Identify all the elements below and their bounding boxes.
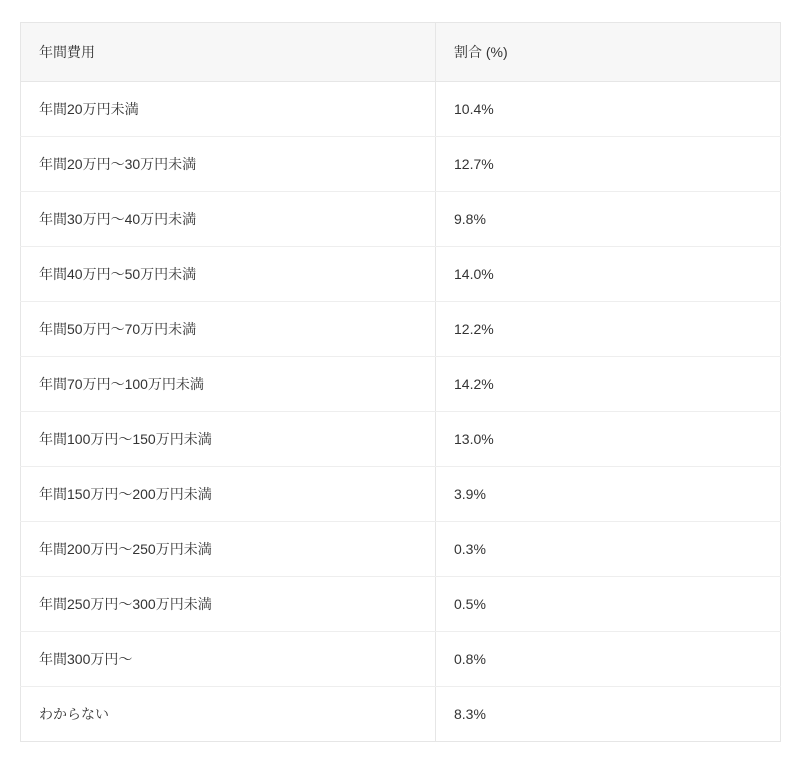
column-header-cost: 年間費用 [21, 23, 436, 82]
cell-percentage-value: 8.3% [436, 687, 781, 742]
cell-cost-label: 年間200万円〜250万円未満 [21, 522, 436, 577]
cell-cost-label: 年間100万円〜150万円未満 [21, 412, 436, 467]
cell-cost-label: 年間250万円〜300万円未満 [21, 577, 436, 632]
table-header [21, 23, 781, 82]
cell-cost-label: 年間300万円〜 [21, 632, 436, 687]
table-row [21, 357, 781, 412]
cell-cost-label: 年間20万円未満 [21, 82, 436, 137]
cell-percentage-value: 0.5% [436, 577, 781, 632]
cell-cost-label: 年間20万円〜30万円未満 [21, 137, 436, 192]
cell-percentage-value: 0.3% [436, 522, 781, 577]
table-row [21, 137, 781, 192]
table-body [21, 82, 781, 742]
table-header-row [21, 23, 781, 82]
cell-cost-label: 年間70万円〜100万円未満 [21, 357, 436, 412]
table-row [21, 687, 781, 742]
cell-percentage-value: 14.0% [436, 247, 781, 302]
cell-cost-label: 年間50万円〜70万円未満 [21, 302, 436, 357]
cell-cost-label: 年間40万円〜50万円未満 [21, 247, 436, 302]
table-row [21, 412, 781, 467]
cell-cost-label: 年間150万円〜200万円未満 [21, 467, 436, 522]
annual-cost-table [20, 22, 781, 742]
cell-percentage-value: 13.0% [436, 412, 781, 467]
cell-percentage-value: 10.4% [436, 82, 781, 137]
table-row [21, 247, 781, 302]
table-row [21, 302, 781, 357]
table-row [21, 522, 781, 577]
table-row [21, 632, 781, 687]
cell-percentage-value: 14.2% [436, 357, 781, 412]
table-row [21, 577, 781, 632]
cell-cost-label: わからない [21, 687, 436, 742]
column-header-percentage: 割合 (%) [436, 23, 781, 82]
cell-percentage-value: 12.7% [436, 137, 781, 192]
table-row [21, 82, 781, 137]
cell-percentage-value: 3.9% [436, 467, 781, 522]
table-row [21, 467, 781, 522]
cell-percentage-value: 12.2% [436, 302, 781, 357]
table-row [21, 192, 781, 247]
cell-percentage-value: 0.8% [436, 632, 781, 687]
cell-cost-label: 年間30万円〜40万円未満 [21, 192, 436, 247]
cell-percentage-value: 9.8% [436, 192, 781, 247]
